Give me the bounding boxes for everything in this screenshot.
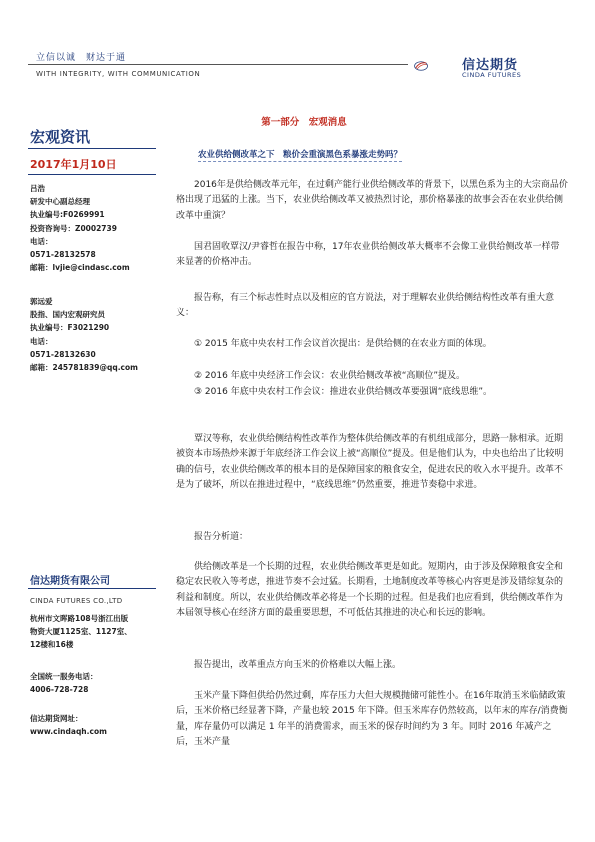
list-item-2: ② 2016 年底中央经济工作会议：农业供给侧改革被“高顺位”提及。 xyxy=(194,371,466,381)
company-hotline xyxy=(30,670,98,696)
paragraph-7: 报告提出，改革重点方向玉米的价格难以大幅上涨。 xyxy=(194,660,402,670)
company-website xyxy=(30,712,107,738)
address-line: 12楼和16楼 xyxy=(30,640,74,650)
paragraph-1: 2016年是供给侧改革元年，在过剩产能行业供给侧改革的背景下，以黑色系为主的大宗商品价格出现了迅猛的上涨。当下，农业供给侧改革又被热烈讨论，那价格暴涨的故事会否在农业供给侧改革中重演？ xyxy=(176,180,568,221)
cinda-logo-icon xyxy=(414,48,460,84)
paragraph-8: 玉米产量下降但供给仍然过剩，库存压力大但大规模抛储可能性小。在16年取消玉米临储政策后，玉米价格已经显著下降，产量也较 2015 年下降。但玉米库存仍然较高，以年末的库存/消费衡量，库存量仍可以满足 1 年半的消费需求，而玉米的保存时间约为 3 年。同时 2016 年减产之后，玉米产量 xyxy=(176,691,568,748)
analyst-tel-label: 电话： xyxy=(30,236,53,246)
analyst-email: 邮箱：245781839@qq.com xyxy=(30,363,138,373)
section-heading: 第一部分 宏观消息 xyxy=(261,117,347,128)
analyst-tel-label: 电话： xyxy=(30,336,53,346)
report-date: 2017年1月10日 xyxy=(30,158,117,171)
analyst-consult-number: 投资咨询号：Z0002739 xyxy=(30,223,117,233)
website-url[interactable]: www.cindaqh.com xyxy=(30,727,107,737)
sidebar-date-rule xyxy=(28,174,156,175)
address-line: 物资大厦1125室、1127室、 xyxy=(30,627,132,637)
page-header xyxy=(0,0,595,100)
analyst-name: 郭远爱 xyxy=(30,297,53,306)
list-item-1: ① 2015 年底中央农村工作会议首次提出：是供给侧的在农业方面的体现。 xyxy=(194,339,492,349)
company-address xyxy=(30,612,132,652)
slogan-cn: 立信以诚 财达于通 xyxy=(36,53,127,63)
header-divider xyxy=(28,64,408,65)
sidebar-title-rule xyxy=(28,148,156,149)
analyst-email: 邮箱：lvjie@cindasc.com xyxy=(30,263,130,273)
paragraph-4: 覃汉等称，农业供给侧结构性改革作为整体供给侧改革的有机组成部分，思路一脉相承。近期被资本市场热炒来源于年底经济工作会议上被“高顺位”提及。但是他们认为，中央也给出了比较明确的信号，农业供给侧改革的根本目的是保障国家的粮食安全，促进农民的收入水平提升。改革不是为了破坏，所以在推进过程中，“底线思维”仍然重要，推进节奏稳中求进。 xyxy=(176,434,564,491)
analyst-name: 吕浩 xyxy=(30,184,45,193)
analyst-license: 执业编号:F0269991 xyxy=(30,210,105,220)
logo-text-en: CINDA FUTURES xyxy=(462,71,522,79)
analyst-tel: 0571-28132630 xyxy=(30,349,96,359)
sidebar-title: 宏观资讯 xyxy=(30,128,91,146)
paragraph-2: 国君固收覃汉/尹睿哲在报告中称，17年农业供给侧改革大概率不会像工业供给侧改革一样带来显著的价格冲击。 xyxy=(176,242,560,268)
list-item-3: ③ 2016 年底中央农村工作会议：推进农业供给侧改革要强调“底线思维”。 xyxy=(194,387,493,397)
company-name-en: CINDA FUTURES CO.,LTD xyxy=(30,597,123,605)
address-line: 杭州市文晖路108号浙江出版 xyxy=(30,614,129,623)
analyst-license: 执业编号：F3021290 xyxy=(30,323,110,333)
analyst-tel: 0571-28132578 xyxy=(30,250,96,260)
article-title: 农业供给侧改革之下 粮价会重演黑色系暴涨走势吗？ xyxy=(198,150,403,160)
website-label: 信达期货网址： xyxy=(30,714,83,723)
company-name: 信达期货有限公司 xyxy=(30,576,110,587)
hotline-label: 全国统一服务电话： xyxy=(30,672,98,681)
paragraph-6: 供给侧改革是一个长期的过程，农业供给侧改革更是如此。短期内，由于涉及保障粮食安全和稳定农民收入等考虑，推进节奏不会过猛。长期看，土地制度改革等核心内容更是涉及错综复杂的利益和制度。所以，农业供给侧改革必将是一个长期的过程。但是我们也应看到，供给侧改革作为本届领导核心在经济方面的最重要思想，不可低估其推进的决心和长远的影响。 xyxy=(176,562,564,619)
company-rule xyxy=(28,588,156,589)
paragraph-5: 报告分析道： xyxy=(194,532,249,542)
analyst-role: 研发中心副总经理 xyxy=(30,197,90,207)
analyst-1-contact xyxy=(30,182,130,274)
analyst-2-contact xyxy=(30,295,138,374)
analyst-role: 股指、国内宏观研究员 xyxy=(30,310,105,320)
slogan-en: WITH INTEGRITY, WITH COMMUNICATION xyxy=(36,70,201,78)
paragraph-3: 报告称，有三个标志性时点以及相应的官方说法，对于理解农业供给侧结构性改革有重大意义： xyxy=(176,293,555,319)
hotline-number: 4006-728-728 xyxy=(30,685,89,695)
logo-text: 信达期货 xyxy=(462,58,519,73)
